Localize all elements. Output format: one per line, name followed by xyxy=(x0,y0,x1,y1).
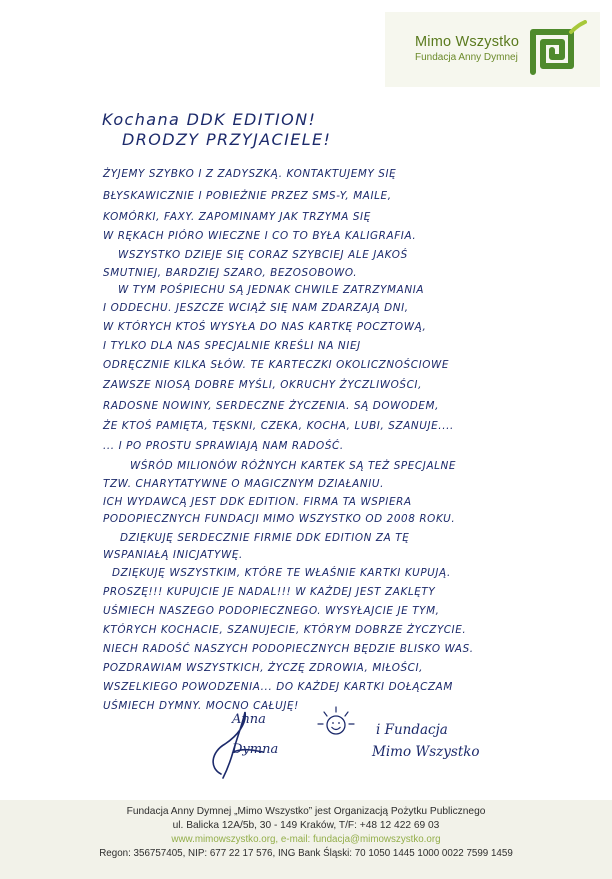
letter-line: I TYLKO DLA NAS SPECJALNIE KREŚLI NA NIEJ xyxy=(103,340,361,352)
letter-line: W KTÓRYCH KTOŚ WYSYŁA DO NAS KARTKĘ POCZTOWĄ, xyxy=(103,321,427,333)
footer-registration: Regon: 356757405, NIP: 677 22 17 576, ING Bank Śląski: 70 1050 1445 1000 0022 7599 1459 xyxy=(99,848,513,859)
logo-subtitle: Fundacja Anny Dymnej xyxy=(415,52,518,63)
signature-mimo-wszystko: Mimo Wszystko xyxy=(372,744,480,760)
letter-line: DZIĘKUJĘ WSZYSTKIM, KTÓRE TE WŁAŚNIE KARTKI KUPUJĄ. xyxy=(112,567,451,579)
letter-line: WŚRÓD MILIONÓW RÓŻNYCH KARTEK SĄ TEŻ SPECJALNE xyxy=(130,460,457,472)
smiling-sun-icon xyxy=(316,705,356,743)
signature-anna: Anna xyxy=(232,712,266,727)
footer-web-email[interactable]: www.mimowszystko.org, e-mail: fundacja@mimowszystko.org xyxy=(171,834,441,845)
letter-line: UŚMIECH DYMNY. MOCNO CAŁUJĘ! xyxy=(103,700,299,712)
letter-line: UŚMIECH NASZEGO PODOPIECZNEGO. WYSYŁAJCIE JE TYM, xyxy=(103,605,440,617)
letter-line: WSZYSTKO DZIEJE SIĘ CORAZ SZYBCIEJ ALE JAKOŚ xyxy=(118,249,408,261)
letter-line: DZIĘKUJĘ SERDECZNIE FIRMIE DDK EDITION ZA TĘ xyxy=(120,532,410,544)
letter-line: ... I PO PROSTU SPRAWIAJĄ NAM RADOŚĆ. xyxy=(103,440,344,452)
signature-fundacja: i Fundacja xyxy=(376,722,448,738)
letter-line: I ODDECHU. JESZCZE WCIĄŻ SIĘ NAM ZDARZAJĄ DNI, xyxy=(103,302,409,314)
signature-dymna: Dymna xyxy=(232,742,279,757)
letter-line: KTÓRYCH KOCHACIE, SZANUJECIE, KTÓRYM DOBRZE ŻYCZYCIE. xyxy=(103,624,467,636)
letter-line: WSZELKIEGO POWODZENIA... DO KAŻDEJ KARTKI DOŁĄCZAM xyxy=(103,681,453,693)
letter-line: PROSZĘ!!! KUPUJCIE JE NADAL!!! W KAŻDEJ JEST ZAKLĘTY xyxy=(103,586,436,598)
greeting-line-1: Kochana DDK EDITION! xyxy=(102,110,317,129)
letter-line: TZW. CHARYTATYWNE O MAGICZNYM DZIAŁANIU. xyxy=(103,478,385,490)
letter-line: PODOPIECZNYCH FUNDACJI MIMO WSZYSTKO OD 2008 ROKU. xyxy=(103,513,456,525)
letter-line: RADOSNE NOWINY, SERDECZNE ŻYCZENIA. SĄ DOWODEM, xyxy=(103,400,440,412)
letter-line: ZAWSZE NIOSĄ DOBRE MYŚLI, OKRUCHY ŻYCZLIWOŚCI, xyxy=(103,379,422,391)
letter-line: ODRĘCZNIE KILKA SŁÓW. TE KARTECZKI OKOLICZNOŚCIOWE xyxy=(103,359,450,371)
footer-org-status: Fundacja Anny Dymnej „Mimo Wszystko” jest Organizacją Pożytku Publicznego xyxy=(126,806,486,817)
letter-line: NIECH RADOŚĆ NASZYCH PODOPIECZNYCH BĘDZIE BLISKO WAS. xyxy=(103,643,474,655)
letter-line: ICH WYDAWCĄ JEST DDK EDITION. FIRMA TA WSPIERA xyxy=(103,496,412,508)
letter-line: POZDRAWIAM WSZYSTKICH, ŻYCZĘ ZDROWIA, MIŁOŚCI, xyxy=(103,662,424,674)
letter-line: W RĘKACH PIÓRO WIECZNE I CO TO BYŁA KALIGRAFIA. xyxy=(103,230,417,242)
letterhead-footer xyxy=(0,800,612,879)
footer-address: ul. Balicka 12A/5b, 30 - 149 Kraków, T/F: +48 12 422 69 03 xyxy=(172,820,440,831)
letter-line: ŻE KTOŚ PAMIĘTA, TĘSKNI, CZEKA, KOCHA, LUBI, SZANUJE.... xyxy=(103,420,454,432)
letter-line: KOMÓRKI, FAXY. ZAPOMINAMY JAK TRZYMA SIĘ xyxy=(103,211,371,223)
letter-line: SMUTNIEJ, BARDZIEJ SZARO, BEZOSOBOWO. xyxy=(103,267,358,279)
letter-line: W TYM POŚPIECHU SĄ JEDNAK CHWILE ZATRZYMANIA xyxy=(118,284,425,296)
logo-name: Mimo Wszystko xyxy=(415,34,520,50)
letter-line: WSPANIAŁĄ INICJATYWĘ. xyxy=(103,549,243,561)
letter-line: BŁYSKAWICZNIE I POBIEŻNIE PRZEZ SMS-Y, MAILE, xyxy=(103,190,392,202)
greeting-line-2: DRODZY PRZYJACIELE! xyxy=(122,130,332,149)
letter-line: ŻYJEMY SZYBKO I Z ZADYSZKĄ. KONTAKTUJEMY SIĘ xyxy=(103,168,397,180)
